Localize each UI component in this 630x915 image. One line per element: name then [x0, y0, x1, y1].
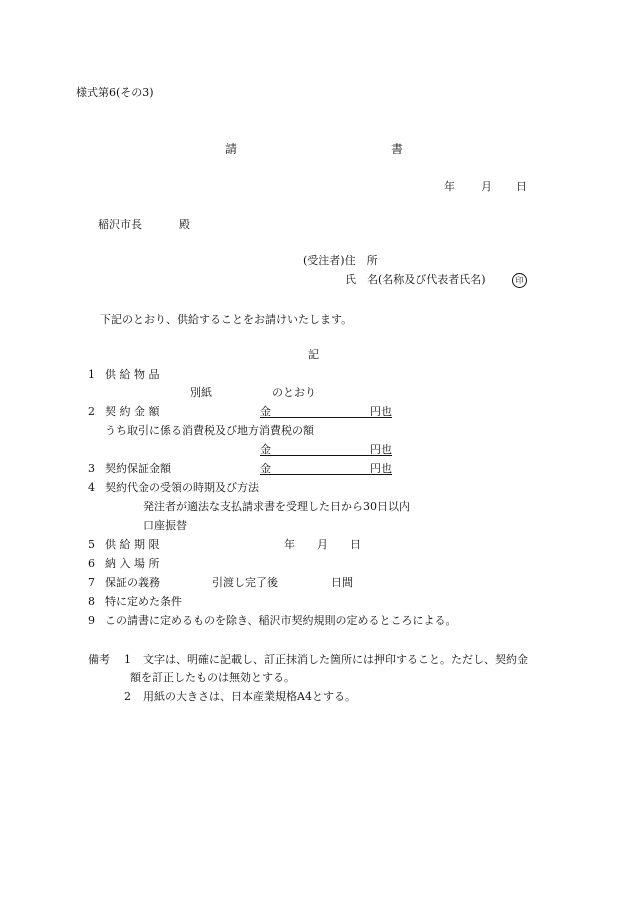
note-1-line-2: 額を訂正したものは無効とする。 — [130, 671, 295, 684]
item-1-number: 1 — [88, 368, 95, 381]
seal-mark-text: 印 — [512, 273, 527, 288]
item-7-mid: 引渡し完了後 — [212, 576, 278, 589]
item-7-label: 保証の義務 — [105, 576, 160, 589]
title-char-2: 書 — [391, 142, 404, 156]
addressee-honorific: 殿 — [179, 218, 190, 231]
title-char-1: 請 — [225, 142, 238, 156]
item-4-number: 4 — [88, 481, 95, 494]
item-6-number: 6 — [88, 557, 95, 570]
item-7-number: 7 — [88, 576, 95, 589]
contractor-address-label: (受注者)住 所 — [303, 254, 378, 267]
form-number: 様式第6(その3) — [76, 86, 154, 99]
item-2-number: 2 — [88, 405, 95, 418]
item-7-end: 日間 — [331, 576, 353, 589]
item-8-number: 8 — [88, 595, 95, 608]
item-5-number: 5 — [88, 538, 95, 551]
contractor-name-label: 氏 名(名称及び代表者氏名) — [345, 273, 486, 286]
seal-mark-icon — [512, 273, 527, 288]
notes-label: 備考 — [88, 653, 110, 666]
item-3-amount: 金 円也 — [260, 462, 392, 475]
item-1-sub-b: のとおり — [272, 386, 316, 399]
item-3-number: 3 — [88, 462, 95, 475]
ki-heading: 記 — [308, 348, 319, 361]
date-day: 日 — [516, 180, 527, 193]
item-4-label: 契約代金の受領の時期及び方法 — [105, 481, 259, 494]
note-2-text: 用紙の大きさは、日本産業規格A4とする。 — [143, 690, 356, 703]
item-2-label: 契 約 金 額 — [105, 405, 160, 418]
item-2-tax-note: うち取引に係る消費税及び地方消費税の額 — [105, 424, 314, 437]
item-3-label: 契約保証金額 — [105, 462, 171, 475]
note-2-number: 2 — [124, 690, 131, 703]
item-9-label: この請書に定めるものを除き、稲沢市契約規則の定めるところによる。 — [105, 614, 457, 627]
item-4-line-1: 発注者が適法な支払請求書を受理した日から30日以内 — [143, 500, 410, 513]
item-5-date: 年 月 日 — [284, 538, 361, 551]
note-1-number: 1 — [124, 653, 131, 666]
item-9-number: 9 — [88, 614, 95, 627]
item-6-label: 納 入 場 所 — [105, 557, 160, 570]
item-5-label: 供 給 期 限 — [105, 538, 160, 551]
item-1-label: 供 給 物 品 — [105, 368, 160, 381]
date-year: 年 — [444, 180, 455, 193]
item-2-tax-amount: 金 円也 — [260, 443, 392, 456]
date-month: 月 — [481, 180, 492, 193]
note-1-line-1: 文字は、明確に記載し、訂正抹消した箇所には押印すること。ただし、契約金 — [143, 653, 528, 666]
addressee-name: 稲沢市長 — [98, 218, 142, 231]
item-4-line-2: 口座振替 — [143, 519, 187, 532]
intro-sentence: 下記のとおり、供給することをお請けいたします。 — [100, 313, 353, 326]
item-8-label: 特に定めた条件 — [105, 595, 182, 608]
item-2-amount: 金 円也 — [260, 405, 392, 418]
item-1-sub-a: 別紙 — [190, 386, 212, 399]
